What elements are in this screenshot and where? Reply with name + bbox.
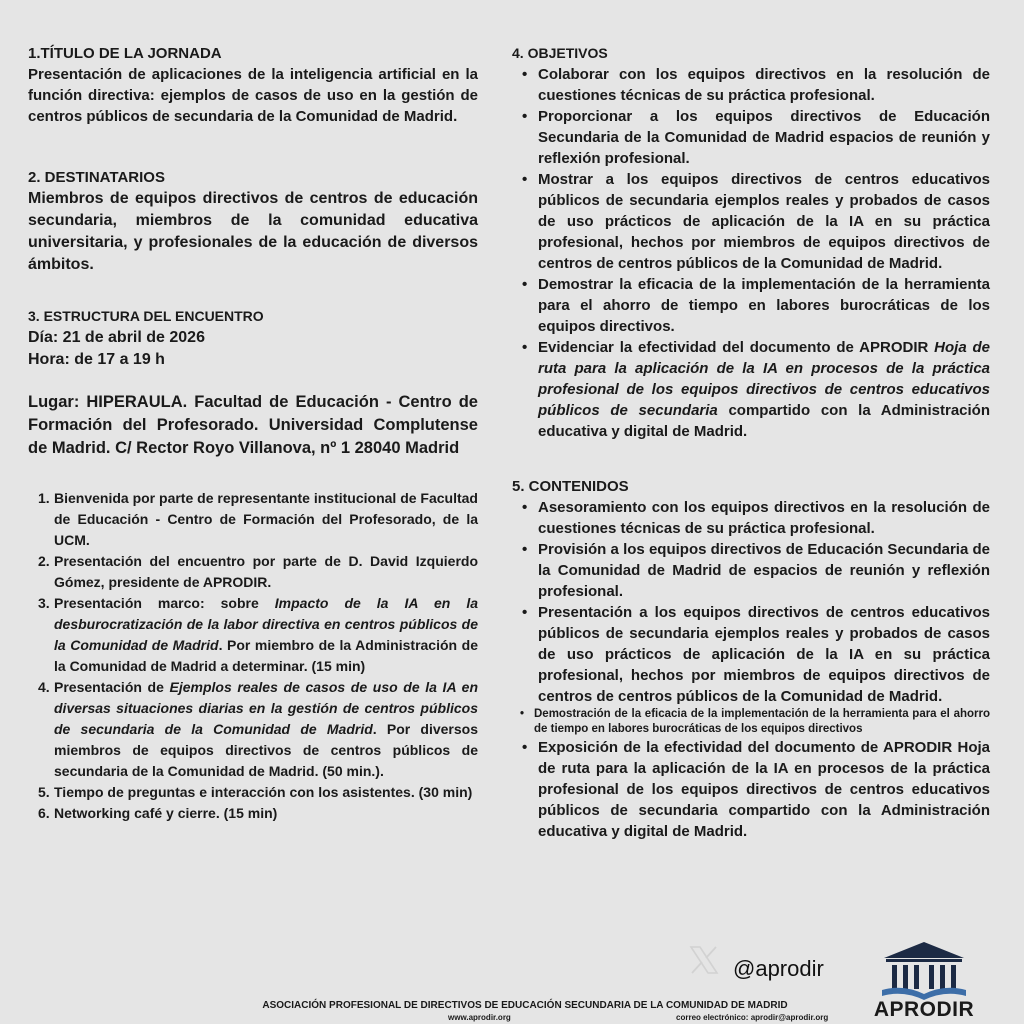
footer-organization: ASOCIACIÓN PROFESIONAL DE DIRECTIVOS DE EDUCACIÓN SECUNDARIA DE LA COMUNIDAD DE MADRID — [262, 1000, 788, 1011]
objective-item: • Proporcionar a los equipos directivos de Educación Secundaria de la Comunidad de Madrid espacios de reunión y reflexión profesional. — [512, 106, 990, 169]
social-handle[interactable]: @aprodir — [733, 956, 824, 981]
objectives-list — [512, 64, 990, 442]
objective-item: • Colaborar con los equipos directivos en la resolución de cuestiones técnicas de su práctica profesional. — [512, 64, 990, 106]
right-column — [512, 43, 990, 842]
content-item: • Asesoramiento con los equipos directivos en la resolución de cuestiones técnicas de su práctica profesional. — [512, 497, 990, 539]
event-venue: Lugar: HIPERAULA. Facultad de Educación - Centro de Formación del Profesorado. Universidad Complutense de Madrid. C/ Rector Royo Villanova, nº 1 28040 Madrid — [28, 393, 478, 457]
content-item: • Demostración de la eficacia de la implementación de la herramienta para el ahorro de tiempo en labores burocráticas de los equipos directivos — [512, 707, 990, 737]
objective-item: • Mostrar a los equipos directivos de centros educativos públicos de secundaria ejemplos reales y probados de casos de uso prácticos de aplicación de la IA en su práctica profesional, hechos por miembros de equipos directivos de centros de centros públicos de la Comunidad de Madrid. — [512, 169, 990, 274]
agenda-item: 4. Presentación de Ejemplos reales de casos de uso de la IA en diversas situaciones diarias en la gestión de centros públicos de secundaria de la Comunidad de Madrid. Por diversos miembros de equipos directivos de centros públicos de secundaria de la Comunidad de Madrid. (50 min.). — [38, 679, 479, 779]
left-column — [28, 43, 478, 824]
event-date: Día: 21 de abril de 2026 — [28, 329, 205, 346]
agenda-item: 5. Tiempo de preguntas e interacción con los asistentes. (30 min) — [38, 784, 473, 800]
footer-website[interactable]: www.aprodir.org — [448, 1013, 511, 1022]
content-item: • Presentación a los equipos directivos de centros educativos públicos de secundaria ejemplos reales y probados de casos de uso prácticos de aplicación de la IA en su práctica profesional, hechos por miembros de equipos directivos de centros de centros públicos de la Comunidad de Madrid. — [512, 602, 990, 707]
x-logo-icon — [688, 944, 720, 976]
content-item: • Provisión a los equipos directivos de Educación Secundaria de la Comunidad de Madrid de espacios de reunión y reflexión profesional. — [512, 539, 990, 602]
content-item: • Exposición de la efectividad del documento de APRODIR Hoja de ruta para la aplicación de la IA en procesos de la práctica profesional de los equipos directivos de centros educativos públicos de secundaria compartido con la Administración educativa y digital de Madrid. — [512, 737, 990, 842]
section-2-heading: 2. DESTINATARIOS — [28, 169, 165, 186]
section-1-body: Presentación de aplicaciones de la inteligencia artificial en la función directiva: ejemplos de casos de uso en la gestión de centros públicos de secundaria de la Comunidad de Madrid. — [28, 66, 478, 125]
agenda-item: 2. Presentación del encuentro por parte de D. David Izquierdo Gómez, presidente de APRODIR. — [38, 553, 478, 590]
contents-list — [512, 497, 990, 842]
event-time: Hora: de 17 a 19 h — [28, 351, 165, 368]
agenda-list — [28, 488, 478, 824]
objective-item: • Demostrar la eficacia de la implementación de la herramienta para el ahorro de tiempo en labores burocráticas de los equipos directivos. — [512, 274, 990, 337]
agenda-item: 1. Bienvenida por parte de representante institucional de Facultad de Educación - Centro de Formación del Profesorado, de la UCM. — [38, 490, 478, 548]
logo-text: APRODIR — [873, 998, 975, 1021]
section-1-heading: 1.TÍTULO DE LA JORNADA — [28, 45, 222, 62]
objective-item: • Evidenciar la efectividad del documento de APRODIR Hoja de ruta para la aplicación de la IA en procesos de la práctica profesional de los equipos directivos de centros educativos públicos de secundaria compartido con la Administración educativa y digital de Madrid. — [512, 337, 990, 442]
agenda-item: 3. Presentación marco: sobre Impacto de la IA en la desburocratización de la labor directiva en centros públicos de la Comunidad de Madrid. Por miembro de la Administración de la Comunidad de Madrid a determinar. (15 min) — [38, 595, 478, 674]
section-2-body: Miembros de equipos directivos de centros de educación secundaria, miembros de la comunidad educativa universitaria, y profesionales de la educación de diversos ámbitos. — [28, 190, 478, 273]
section-3-heading: 3. ESTRUCTURA DEL ENCUENTRO — [28, 308, 264, 324]
section-4-heading: 4. OBJETIVOS — [512, 45, 608, 61]
agenda-item: 6. Networking café y cierre. (15 min) — [38, 805, 278, 821]
section-5-heading: 5. CONTENIDOS — [512, 478, 629, 495]
footer-email[interactable]: correo electrónico: aprodir@aprodir.org — [676, 1013, 829, 1022]
